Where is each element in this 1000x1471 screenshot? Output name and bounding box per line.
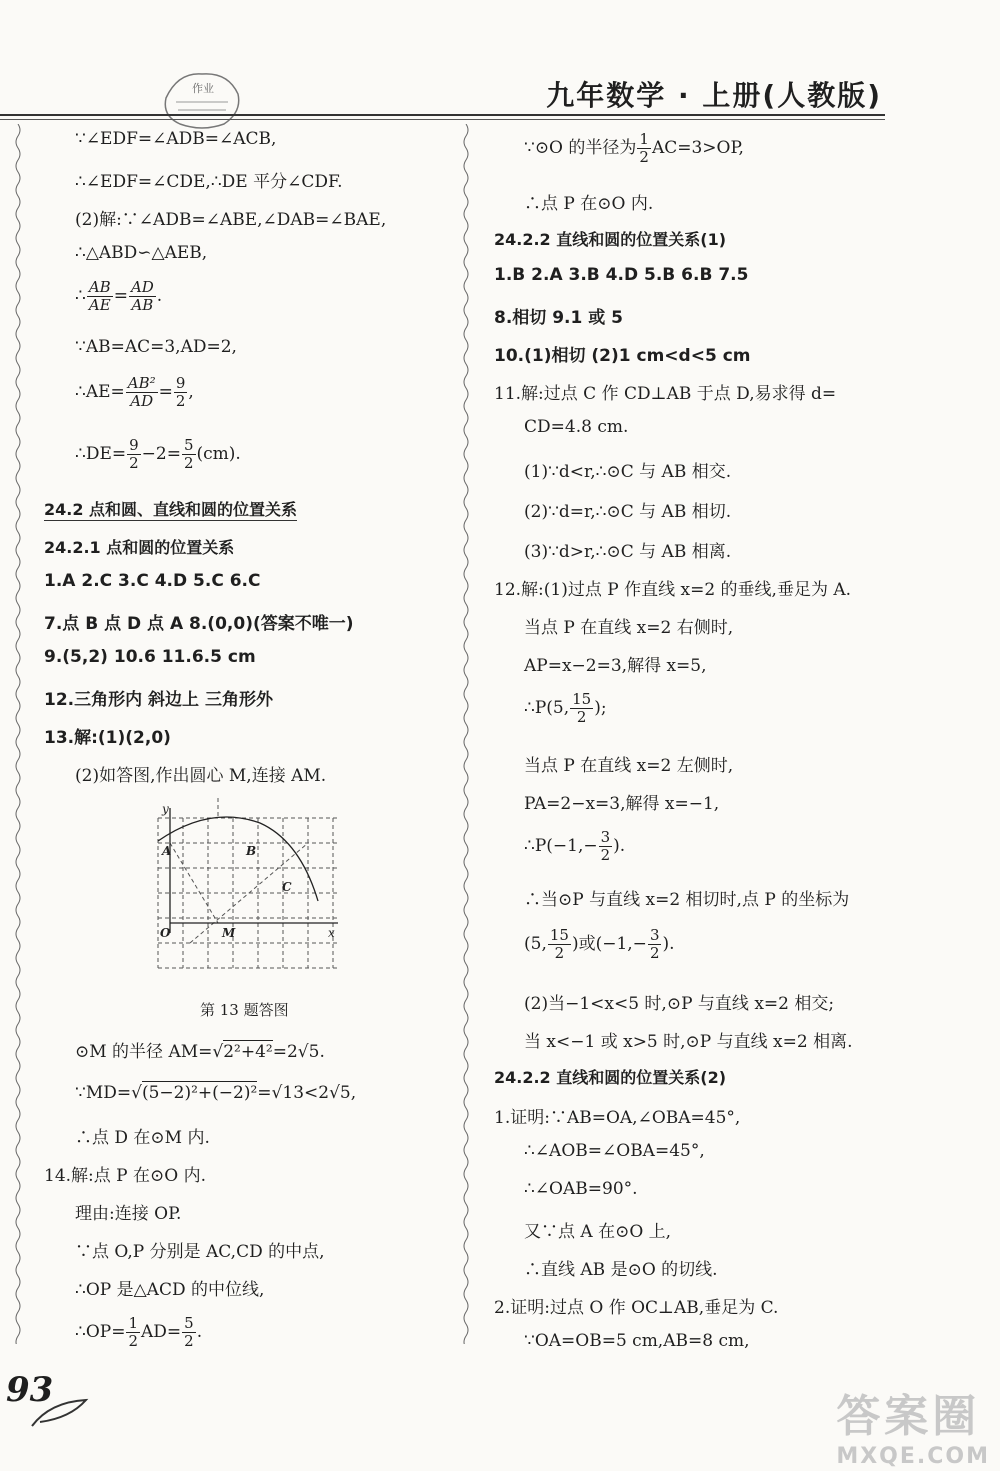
text-line: ∴点 D 在⊙M 内. <box>75 1128 210 1148</box>
text-line: ∵OA=OB=5 cm,AB=8 cm, <box>524 1331 750 1351</box>
text-line: 2.证明:过点 O 作 OC⊥AB,垂足为 C. <box>494 1298 779 1318</box>
formula-line: ∴P(−1,− $\frac{3}{2}$ ). <box>524 828 626 864</box>
text-line: CD=4.8 cm. <box>524 417 629 437</box>
text-line: ∵AB=AC=3,AD=2, <box>75 337 237 357</box>
formula-line: ⊙M 的半径 AM=√2²+4²=2√5. <box>75 1042 325 1062</box>
text-line: AP=x−2=3,解得 x=5, <box>524 656 707 676</box>
figure-caption: 第 13 题答图 <box>200 1001 289 1019</box>
formula-line: ∴ $\frac{AB}{AE}$ = $\frac{AD}{AB}$ . <box>75 278 163 314</box>
text-line: ∴△ABD∽△AEB, <box>75 243 208 263</box>
text-line: (2)如答图,作出圆心 M,连接 AM. <box>75 766 327 786</box>
section-heading: 24.2.1 点和圆的位置关系 <box>44 538 235 557</box>
answer-line: 8.相切 9.1 或 5 <box>494 308 623 328</box>
section-heading: 24.2.2 直线和圆的位置关系(1) <box>494 230 727 249</box>
text-line: ∴∠EDF=∠CDE,∴DE 平分∠CDF. <box>75 172 343 192</box>
page-number: 93 <box>6 1370 54 1410</box>
stamp-text: 作业 <box>192 82 214 95</box>
homework-stamp-icon <box>158 68 244 132</box>
formula-line: (5, $\frac{15}{2}$ )或(−1,− $\frac{3}{2}$ ). <box>524 926 675 962</box>
text-line: 当 x<−1 或 x>5 时,⊙P 与直线 x=2 相离. <box>524 1032 853 1052</box>
text-line: ∵点 O,P 分别是 AC,CD 的中点, <box>75 1242 325 1262</box>
text-line: ∴直线 AB 是⊙O 的切线. <box>524 1260 718 1280</box>
text-line: (2)∵d=r,∴⊙C 与 AB 相切. <box>524 502 732 522</box>
section-heading: 24.2.2 直线和圆的位置关系(2) <box>494 1068 727 1087</box>
formula-line: ∴DE= $\frac{9}{2}$ −2= $\frac{5}{2}$ (cm). <box>75 436 241 472</box>
formula-line: ∴OP= $\frac{1}{2}$ AD= $\frac{5}{2}$ . <box>75 1314 203 1350</box>
answer-line: 1.A 2.C 3.C 4.D 5.C 6.C <box>44 571 261 591</box>
text-line: (3)∵d>r,∴⊙C 与 AB 相离. <box>524 542 732 562</box>
text-line: 12.解:(1)过点 P 作直线 x=2 的垂线,垂足为 A. <box>494 580 852 600</box>
text-line: ∴OP 是△ACD 的中位线, <box>75 1280 265 1300</box>
header-rule <box>0 114 885 116</box>
text-line: 当点 P 在直线 x=2 左侧时, <box>524 756 734 776</box>
page-title: 九年数学 · 上册(人教版) <box>546 79 882 112</box>
header-rule-thin <box>0 119 885 120</box>
answer-line: 13.解:(1)(2,0) <box>44 728 171 748</box>
text-line: ∴点 P 在⊙O 内. <box>524 194 654 214</box>
svg-text:C: C <box>282 880 292 894</box>
left-border-divider <box>14 124 22 1344</box>
answer-line: 1.B 2.A 3.B 4.D 5.B 6.B 7.5 <box>494 265 749 285</box>
section-heading: 24.2 点和圆、直线和圆的位置关系 <box>44 497 297 521</box>
text-line: 当点 P 在直线 x=2 右侧时, <box>524 618 734 638</box>
answer-line: 12.三角形内 斜边上 三角形外 <box>44 690 273 710</box>
svg-text:B: B <box>246 844 257 858</box>
text-line: 又∵点 A 在⊙O 上, <box>524 1222 672 1242</box>
question-13-figure <box>150 793 350 983</box>
text-line: 14.解:点 P 在⊙O 内. <box>44 1166 206 1186</box>
text-line: 11.解:过点 C 作 CD⊥AB 于点 D,易求得 d= <box>494 384 837 404</box>
answer-line: 7.点 B 点 D 点 A 8.(0,0)(答案不唯一) <box>44 614 354 634</box>
svg-text:A: A <box>162 844 172 858</box>
text-line: ∴∠AOB=∠OBA=45°, <box>524 1141 705 1161</box>
text-line: ∴∠OAB=90°. <box>524 1179 638 1199</box>
formula-line: ∴P(5, $\frac{15}{2}$ ); <box>524 690 607 726</box>
formula-line: ∵⊙O 的半径为 $\frac{1}{2}$ AC=3>OP, <box>524 130 744 166</box>
text-line: (1)∵d<r,∴⊙C 与 AB 相交. <box>524 462 732 482</box>
formula-line: ∴AE= $\frac{\text{AB²}}{AD}$ = $\frac{9}{2}$ , <box>75 374 194 410</box>
svg-text:y: y <box>162 802 169 816</box>
watermark: 答案圈 MXQE.COM <box>836 1391 990 1469</box>
svg-text:O: O <box>160 926 171 940</box>
text-line: (2)解:∵∠ADB=∠ABE,∠DAB=∠BAE, <box>75 210 387 230</box>
formula-line: ∵MD=√(5−2)²+(−2)²=√13<2√5, <box>75 1083 357 1103</box>
leaf-decoration-icon <box>30 1392 90 1432</box>
text-line: 1.证明:∵AB=OA,∠OBA=45°, <box>494 1108 741 1128</box>
text-line: ∴当⊙P 与直线 x=2 相切时,点 P 的坐标为 <box>524 890 850 910</box>
text-line: 理由:连接 OP. <box>75 1204 182 1224</box>
column-divider <box>462 124 470 1344</box>
text-line: PA=2−x=3,解得 x=−1, <box>524 794 720 814</box>
answer-line: 9.(5,2) 10.6 11.6.5 cm <box>44 647 256 667</box>
answer-line: 10.(1)相切 (2)1 cm<d<5 cm <box>494 346 751 366</box>
text-line: ∵∠EDF=∠ADB=∠ACB, <box>75 129 277 149</box>
text-line: (2)当−1<x<5 时,⊙P 与直线 x=2 相交; <box>524 994 835 1014</box>
svg-text:x: x <box>328 926 335 940</box>
svg-text:M: M <box>222 926 236 940</box>
